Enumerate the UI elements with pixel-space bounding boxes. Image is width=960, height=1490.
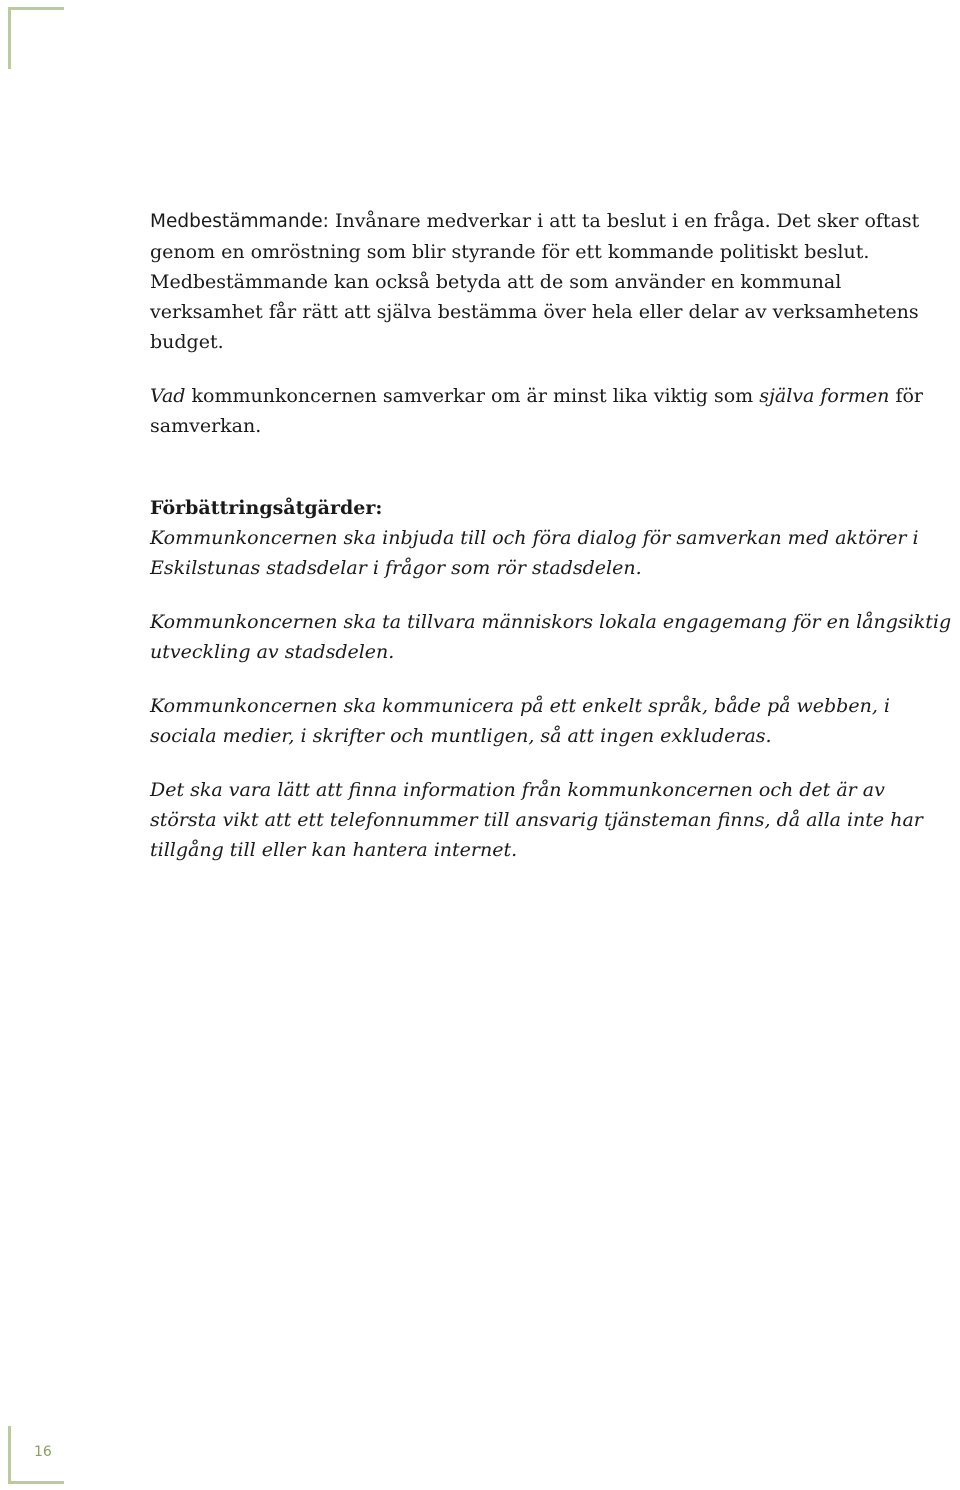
measure-item-3: Kommunkoncernen ska kommunicera på ett enkelt språk, både på webben, i sociala medier, i skrifter och muntligen, så att ingen exkluderas. xyxy=(150,695,890,747)
definition-text: Invånare medverkar i att ta beslut i en fråga. Det sker oftast genom en omröstning som blir styrande för ett kommande politiskt beslut. Medbestämmande kan också betyda att de som använder en kommunal verksamhet får rätt att själva bestämma över hela eller delar av verksamhetens budget. xyxy=(150,210,920,353)
body-text xyxy=(150,206,955,865)
emphasis-word-formen: själva formen xyxy=(759,385,890,407)
corner-mark-bottom-horizontal xyxy=(8,1481,64,1484)
measure-item-1: Kommunkoncernen ska inbjuda till och föra dialog för samverkan med aktörer i Eskilstunas stadsdelar i frågor som rör stadsdelen. xyxy=(150,527,919,579)
corner-mark-top-horizontal xyxy=(8,7,64,10)
measure-item-2: Kommunkoncernen ska ta tillvara människors lokala engagemang för en långsiktig utveckling av stadsdelen. xyxy=(150,611,952,663)
corner-mark-top-vertical xyxy=(8,7,11,69)
section-heading: Förbättringsåtgärder: xyxy=(150,497,383,519)
paragraph-emphasis xyxy=(150,381,955,441)
term-medbestammande: Medbestämmande: xyxy=(150,211,329,232)
corner-mark-bottom-vertical xyxy=(8,1426,11,1484)
measure-item-4: Det ska vara lätt att finna information från kommunkoncernen och det är av största vikt att ett telefonnummer till ansvarig tjänsteman finns, då alla inte har tillgång till eller kan hantera internet. xyxy=(150,779,923,861)
emphasis-word-vad: Vad xyxy=(150,385,186,407)
emphasis-mid-text: kommunkoncernen samverkar om är minst lika viktig som xyxy=(185,385,760,407)
paragraph-medbestammande xyxy=(150,206,955,357)
emphasis-end-text: för samverkan. xyxy=(150,385,924,437)
page-number: 16 xyxy=(34,1444,52,1460)
